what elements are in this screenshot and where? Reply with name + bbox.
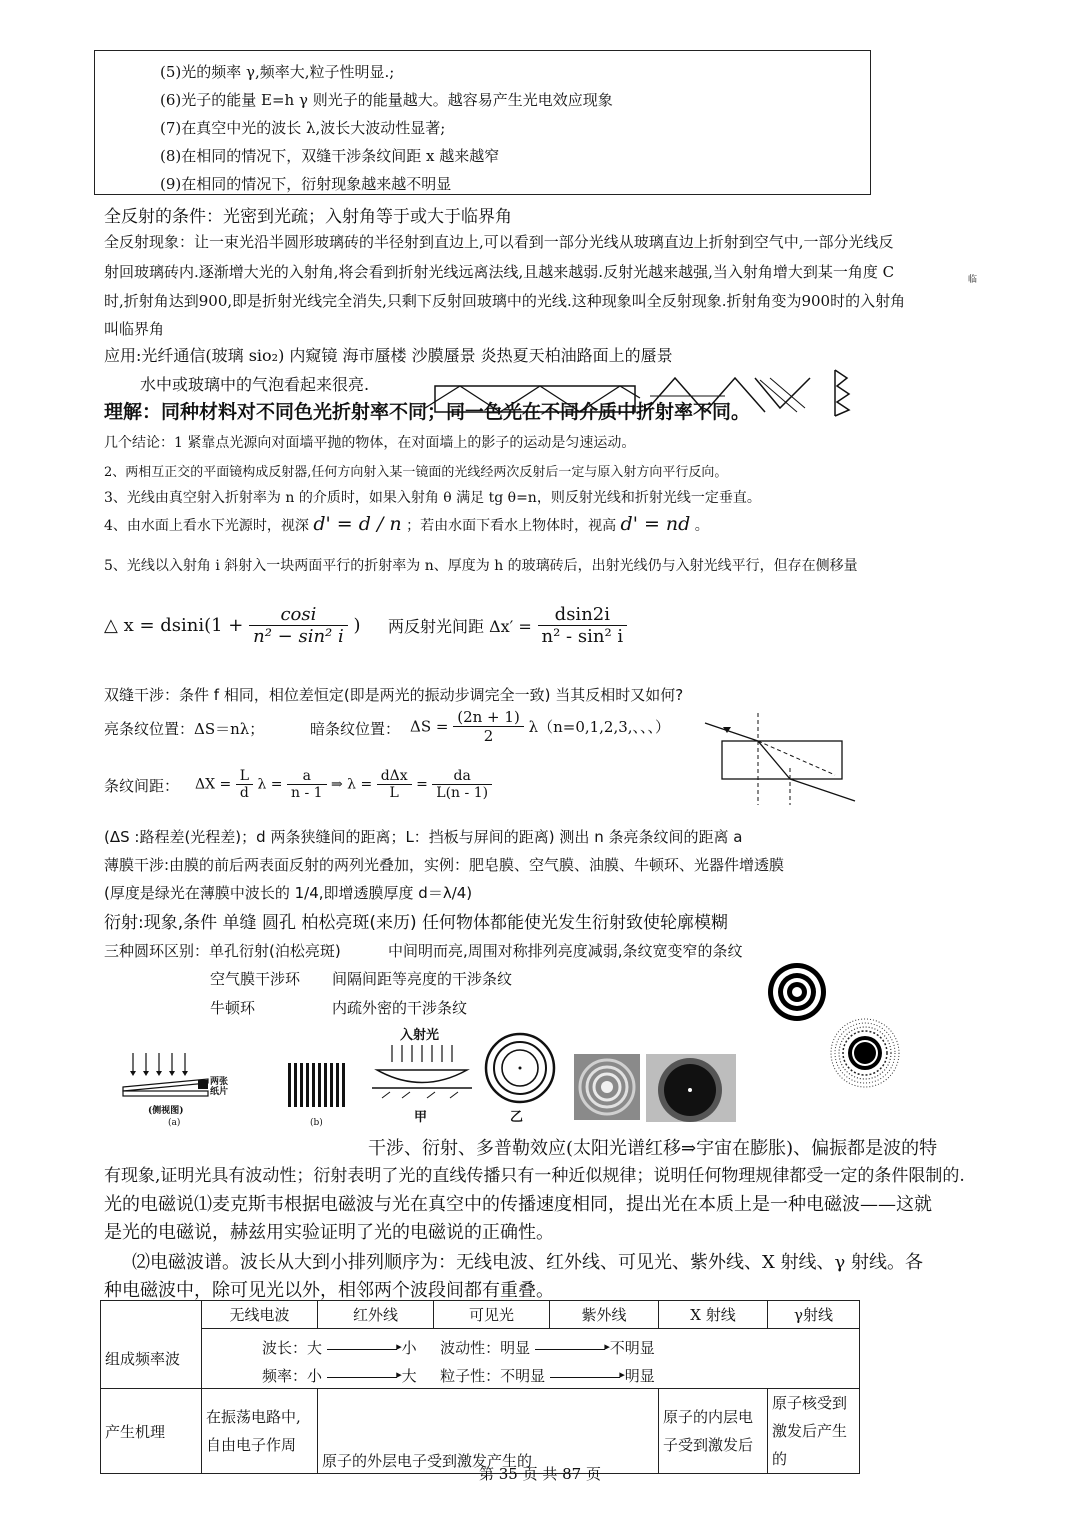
- particle-trend-label: 粒子性：不明显: [440, 1367, 546, 1385]
- two-papers-label: 两张纸片: [210, 1077, 229, 1097]
- poisson-spot-image: [830, 1018, 900, 1088]
- shift-fraction: [249, 604, 348, 647]
- page-footer: 第 35 页 共 87 页: [478, 1465, 601, 1483]
- figure-jia-label: 甲: [414, 1110, 428, 1125]
- newton-rings-desc: 内疏外密的干涉条纹: [332, 999, 468, 1017]
- dark-fraction: [453, 708, 524, 745]
- em-theory-line-1: 光的电磁说⑴麦克斯韦根据电磁波与光在真空中的传播速度相同，提出光在本质上是一种电磁波——这就: [104, 1194, 932, 1215]
- spacing-mid-1: λ =: [257, 776, 283, 793]
- em-spectrum-line-2: 种电磁波中，除可见光以外，相邻两个波段间都有重叠。: [104, 1280, 554, 1301]
- figure-a-label: (a): [168, 1118, 181, 1128]
- header-ultraviolet: 紫外线: [550, 1301, 659, 1329]
- dark-numerator: (2n + 1): [453, 708, 524, 727]
- understanding-statement: 理解：同种材料对不同色光折射率不同；同一色光在不同介质中折射率不同。: [104, 401, 751, 423]
- apparent-depth-formula: d' = d / n: [313, 513, 402, 535]
- wavelength-trend: [262, 1337, 655, 1358]
- symbol-notes: (ΔS :路程差(光程差)；d 两条狭缝间的距离；L：挡板与屏间的距离) 测出 n 条亮条纹间的距离 a: [104, 828, 743, 846]
- particle-trend-end: 明显: [624, 1367, 655, 1385]
- conclusion-5: 5、光线以入射角 i 斜射入一块两面平行的折射率为 n、厚度为 h 的玻璃砖后，出射光线仍与入射光线平行，但存在侧移量: [104, 558, 858, 574]
- conclusion-4-part-a: 4、由水面上看水下光源时，视深: [104, 518, 309, 534]
- spacing-frac-2: [287, 768, 327, 801]
- frac3-num: dΔx: [377, 768, 412, 785]
- frac1-den: d: [239, 785, 249, 801]
- newton-rings-image: [767, 962, 827, 1022]
- header-xray: X 射线: [659, 1301, 768, 1329]
- figure-yi-label: 乙: [510, 1110, 524, 1125]
- plano-convex-lens-figure: [372, 1040, 472, 1112]
- wave-nature-trend-label: 波动性：明显: [440, 1339, 531, 1357]
- em-theory-line-2: 是光的电磁说，赫兹用实验证明了光的电磁说的正确性。: [104, 1222, 554, 1243]
- header-visible: 可见光: [434, 1301, 550, 1329]
- gap-label: 两反射光间距 Δx′ =: [388, 617, 532, 636]
- photon-line-9: (9)在相同的情况下，衍射现象越来越不明显: [160, 175, 452, 193]
- gap-fraction: [538, 604, 628, 647]
- conclusion-3: 3、光线由真空射入折射率为 n 的介质时，如果入射角 θ 满足 tg θ=n，则反射光线和折射光线一定垂直。: [104, 490, 761, 506]
- gap-numerator: dsin2i: [538, 604, 628, 626]
- spacing-mid-2: ⇒ λ =: [331, 776, 373, 793]
- conclusion-1: 几个结论：1 紧靠点光源向对面墙平抛的物体，在对面墙上的影子的运动是匀速运动。: [104, 435, 636, 451]
- air-film-rings-label: 空气膜干涉环: [210, 970, 301, 988]
- bubble-bright-note: 水中或玻璃中的气泡看起来很亮.: [140, 375, 370, 394]
- incident-ray: [705, 723, 758, 741]
- photon-line-5: (5)光的频率 γ,频率大,粒子性明显.;: [160, 63, 395, 81]
- shift-lhs: △ x = dsini(1 +: [104, 615, 244, 636]
- wave-nature-arrow: ▸: [535, 1349, 605, 1350]
- frac2-num: a: [287, 768, 327, 785]
- gap-denominator: n² - sin² i: [541, 626, 624, 647]
- frac1-num: L: [236, 768, 253, 785]
- critical-angle-subscript: 临: [968, 275, 978, 285]
- header-gamma: γ射线: [768, 1301, 860, 1329]
- double-slit-condition: 双缝干涉：条件 f 相同，相位差恒定(即是两光的振动步调完全一致) 当其反相时又如何?: [104, 686, 684, 704]
- em-spectrum-table: [100, 1300, 860, 1474]
- dark-tail: λ（n=0,1,2,3,、、、）: [528, 718, 671, 736]
- dark-denominator: 2: [483, 727, 494, 745]
- three-rings-label: 三种圆环区别：单孔衍射(泊松亮斑): [104, 942, 341, 960]
- total-reflection-line-1: 全反射现象：让一束光沿半圆形玻璃砖的半径射到直边上,可以看到一部分光线从玻璃直边上折射到空气中,一部分光线反: [104, 233, 894, 251]
- mechanism-inner-electrons: 原子的内层电子受到激发后: [659, 1389, 768, 1474]
- wave-nature-line-2: 有现象,证明光具有波动性；衍射表明了光的直线传播只有一种近似规律；说明任何物理规律都受一定的条件限制的.: [104, 1166, 965, 1186]
- thin-film-interference: 薄膜干涉:由膜的前后两表面反射的两列光叠加，实例：肥皂膜、空气膜、油膜、牛顿环、光器件增透膜: [104, 856, 785, 874]
- frac3-den: L: [389, 785, 399, 801]
- shift-close-paren: ): [353, 615, 361, 636]
- side-view-label: (侧视图): [148, 1106, 184, 1116]
- mechanism-nucleus: 原子核受到激发后产生的: [768, 1389, 860, 1474]
- air-film-rings-figure: [484, 1032, 556, 1104]
- wavelength-arrow: ▸: [327, 1349, 397, 1350]
- total-reflection-line-2: 射回玻璃砖内.逐渐增大光的入射角,将会看到折射光线远离法线,且越来越弱.反射光越来越强,当入射角增大到某一角度 C: [104, 263, 895, 281]
- wavelength-end: 小: [401, 1339, 417, 1357]
- spacing-lhs: ΔX =: [195, 776, 232, 793]
- newton-rings-label: 牛顿环: [210, 999, 256, 1017]
- header-radio: 无线电波: [202, 1301, 318, 1329]
- three-rings-desc: 中间明而亮,周围对称排列亮度减弱,条纹宽变窄的条纹: [388, 942, 743, 960]
- fringe-spacing-label: 条纹间距：: [104, 777, 180, 795]
- dark-fringe-label: 暗条纹位置：: [310, 720, 401, 738]
- lateral-shift-formula: [104, 604, 361, 647]
- frac2-den: n - 1: [290, 785, 323, 801]
- reflected-gap-formula: [388, 604, 627, 647]
- conclusion-4-part-b: ；若由水面下看水上物体时，视高: [406, 518, 617, 534]
- diffraction-summary: 衍射:现象,条件 单缝 圆孔 柏松亮斑(来历) 任何物体都能使光发生衍射致使轮廓模糊: [104, 913, 729, 933]
- wavelength-label: 波长：大: [262, 1339, 323, 1357]
- trend-cell: [202, 1329, 860, 1389]
- wave-nature-line-1: 干涉、衍射、多普勒效应(太阳光谱红移⇒宇宙在膨胀)、偏振都是波的特: [368, 1138, 938, 1159]
- mechanism-radio: 在振荡电路中,自由电子作周: [202, 1389, 318, 1474]
- frequency-end: 大: [401, 1367, 417, 1385]
- frequency-trend: [262, 1365, 655, 1386]
- conclusion-4: [104, 513, 709, 535]
- spacing-frac-1: [236, 768, 253, 801]
- shift-denominator: n² − sin² i: [253, 626, 344, 647]
- total-reflection-condition: 全反射的条件：光密到光疏；入射角等于或大于临界角: [104, 207, 512, 227]
- mechanism-outer-electrons: 原子的外层电子受到激发产生的: [318, 1389, 659, 1474]
- spacing-mid-3: =: [416, 776, 428, 793]
- glass-slab-diagram: [705, 713, 860, 805]
- photon-line-7: (7)在真空中光的波长 λ,波长大波动性显著;: [160, 119, 446, 137]
- conclusion-2: 2、两相互正交的平面镜构成反射器,任何方向射入某一镜面的光线经两次反射后一定与原入射方向平行反向。: [104, 465, 728, 480]
- shift-numerator: cosi: [249, 604, 348, 626]
- spacing-frac-4: [432, 768, 492, 801]
- dark-spot-photo: [646, 1054, 736, 1122]
- dark-fringe-formula: [410, 708, 670, 745]
- total-reflection-line-3: 时,折射角达到900,即是折射光线完全消失,只剩下反射回玻璃中的光线.这种现象叫全反射现象.折射角变为900时的入射角: [104, 292, 906, 310]
- serrated-edge: [835, 370, 849, 416]
- photon-line-8: (8)在相同的情况下，双缝干涉条纹间距 x 越来越窄: [160, 147, 500, 165]
- em-spectrum-line-1: ⑵电磁波谱。波长从大到小排列顺序为：无线电波、红外线、可见光、紫外线、X 射线、γ 射线。各: [132, 1252, 924, 1273]
- dark-lhs: ΔS =: [410, 717, 449, 736]
- air-film-rings-desc: 间隔间距等亮度的干涉条纹: [332, 970, 513, 988]
- wave-nature-trend-end: 不明显: [609, 1339, 655, 1357]
- total-reflection-line-4: 叫临界角: [104, 320, 165, 338]
- bright-fringe-position: 亮条纹位置：ΔS＝nλ；: [104, 720, 265, 738]
- thin-film-thickness-note: (厚度是绿光在薄膜中波长的 1/4,即增透膜厚度 d＝λ/4): [104, 884, 473, 902]
- conclusion-4-part-c: 。: [694, 518, 709, 534]
- spacing-frac-3: [377, 768, 412, 801]
- gray-rings-photo: [574, 1054, 640, 1120]
- particle-arrow: ▸: [550, 1377, 620, 1378]
- interference-fringes-figure: [287, 1063, 347, 1107]
- header-infrared: 红外线: [318, 1301, 434, 1329]
- row-mechanism-label: 产生机理: [101, 1389, 202, 1474]
- photon-line-6: (6)光子的能量 E=h γ 则光子的能量越大。越容易产生光电效应现象: [160, 91, 613, 109]
- exit-ray: [790, 779, 855, 801]
- row-composition-label: 组成频率波: [101, 1329, 202, 1389]
- total-reflection-applications: 应用:光纤通信(玻璃 sio₂) 内窥镜 海市蜃楼 沙膜蜃景 炎热夏天柏油路面上的蜃景: [104, 346, 673, 365]
- figure-b-label: (b): [310, 1118, 323, 1128]
- frequency-arrow: ▸: [327, 1377, 397, 1378]
- incident-light-label: 入射光: [400, 1028, 440, 1043]
- frac4-num: da: [432, 768, 492, 785]
- frequency-label: 频率：小: [262, 1367, 323, 1385]
- apparent-height-formula: d' = nd: [620, 513, 691, 535]
- fringe-spacing-formula: [195, 768, 492, 801]
- frac4-den: L(n - 1): [436, 785, 489, 801]
